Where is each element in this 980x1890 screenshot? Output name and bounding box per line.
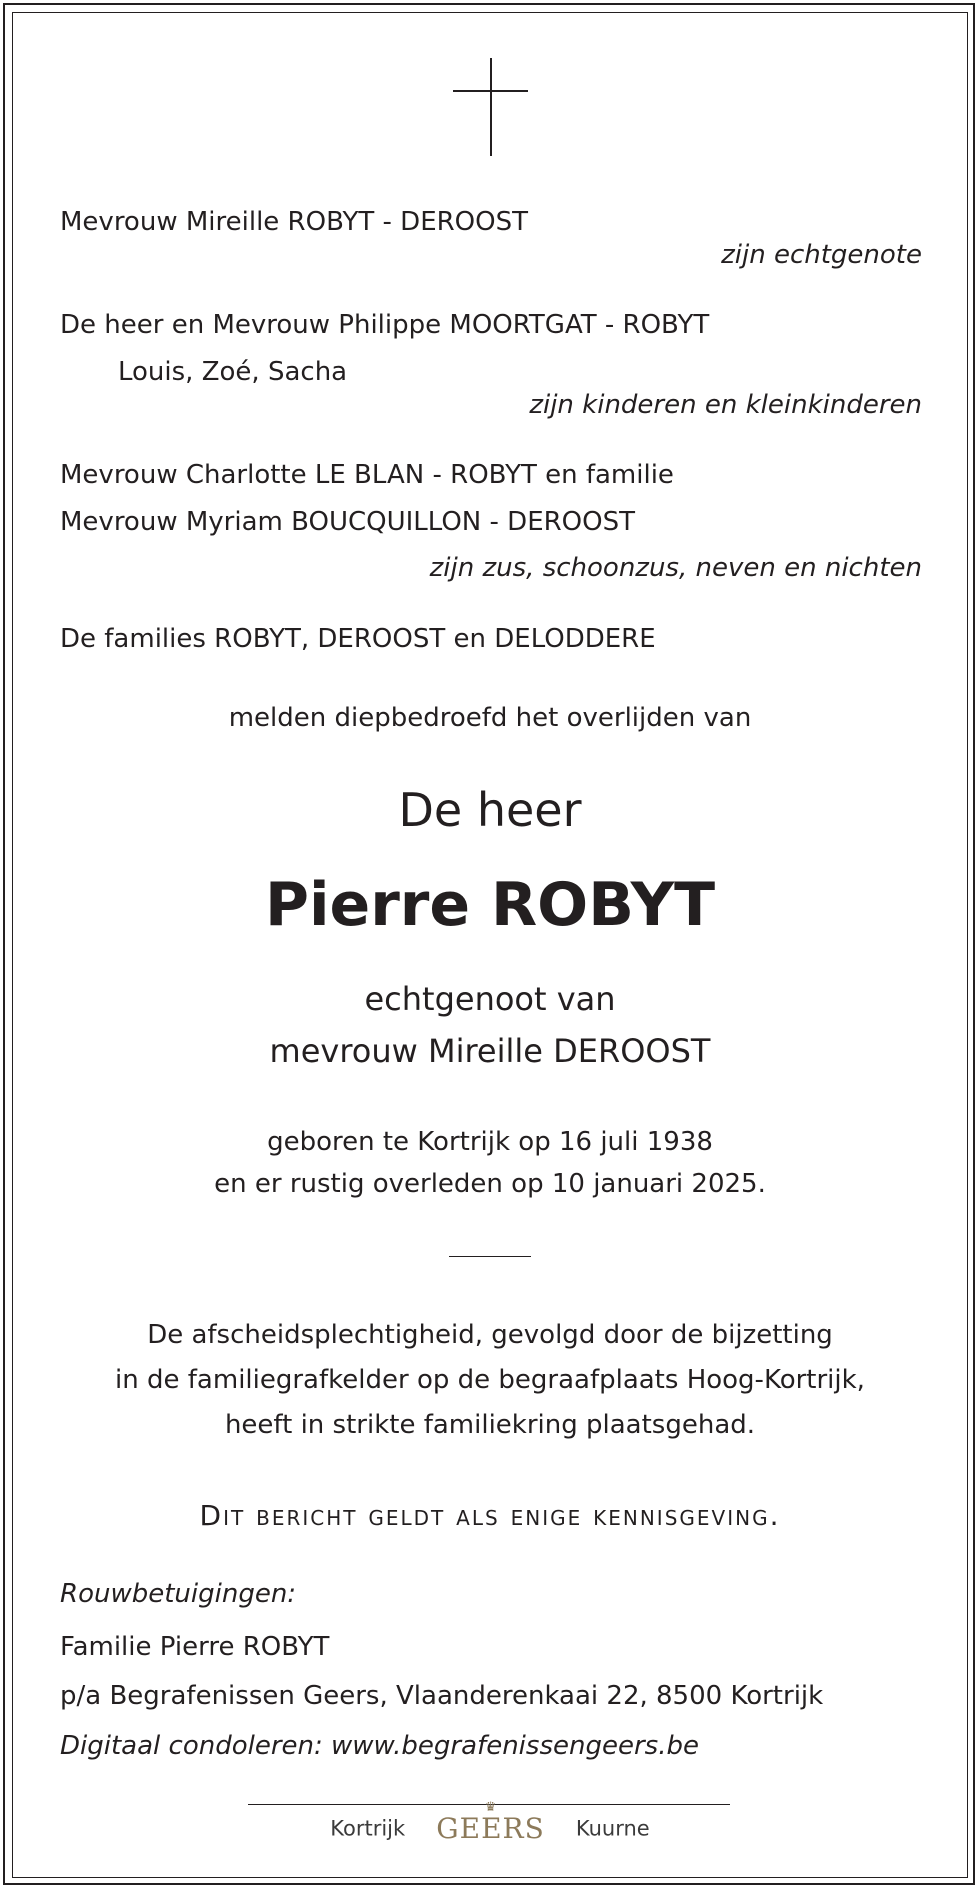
spouse-name: Mevrouw Mireille ROBYT - DEROOST <box>60 207 528 237</box>
geers-logo <box>436 1800 545 1845</box>
condolences-address: p/a Begrafenissen Geers, Vlaanderenkaai 22, 8500 Kortrijk <box>60 1681 824 1711</box>
condolences-label: Rouwbetuigingen: <box>60 1579 297 1609</box>
spouse-of-line2: mevrouw Mireille DEROOST <box>269 1032 711 1070</box>
cross-icon <box>453 58 528 156</box>
families-line: De families ROBYT, DEROOST en DELODDERE <box>60 624 656 654</box>
children-relation: zijn kinderen en kleinkinderen <box>529 390 922 420</box>
sister-name: Mevrouw Charlotte LE BLAN - ROBYT en familie <box>60 460 674 490</box>
footer-town-left: Kortrijk <box>330 1816 406 1841</box>
death-line: en er rustig overleden op 10 januari 2025. <box>214 1169 766 1199</box>
notice-line: Dit bericht geldt als enige kennisgeving. <box>199 1499 781 1532</box>
section-divider <box>449 1256 531 1257</box>
ceremony-line2: in de familiegrafkelder op de begraafplaats Hoog-Kortrijk, <box>115 1365 865 1395</box>
announcement-intro: melden diepbedroefd het overlijden van <box>228 703 752 733</box>
ceremony-line1: De afscheidsplechtigheid, gevolgd door de bijzetting <box>147 1320 833 1350</box>
deceased-title: De heer <box>398 783 582 837</box>
ceremony-line3: heeft in strikte familiekring plaatsgehad. <box>224 1410 756 1440</box>
sister-in-law-name: Mevrouw Myriam BOUCQUILLON - DEROOST <box>60 507 635 537</box>
children-name: De heer en Mevrouw Philippe MOORTGAT - ROBYT <box>60 310 710 340</box>
footer <box>0 1800 980 1845</box>
condolences-online: Digitaal condoleren: www.begrafenissengeers.be <box>60 1731 699 1761</box>
spouse-of-line1: echtgenoot van <box>364 980 616 1018</box>
spouse-relation: zijn echtgenote <box>721 240 922 270</box>
footer-brand: GEERS <box>436 1812 545 1845</box>
crown-icon: ♛ <box>484 1800 497 1815</box>
deceased-name: Pierre ROBYT <box>264 870 716 940</box>
siblings-relation: zijn zus, schoonzus, neven en nichten <box>429 553 922 583</box>
birth-line: geboren te Kortrijk op 16 juli 1938 <box>267 1127 713 1157</box>
footer-town-right: Kuurne <box>575 1816 650 1841</box>
grandchildren-names: Louis, Zoé, Sacha <box>118 357 348 387</box>
condolences-recipient: Familie Pierre ROBYT <box>60 1632 330 1662</box>
